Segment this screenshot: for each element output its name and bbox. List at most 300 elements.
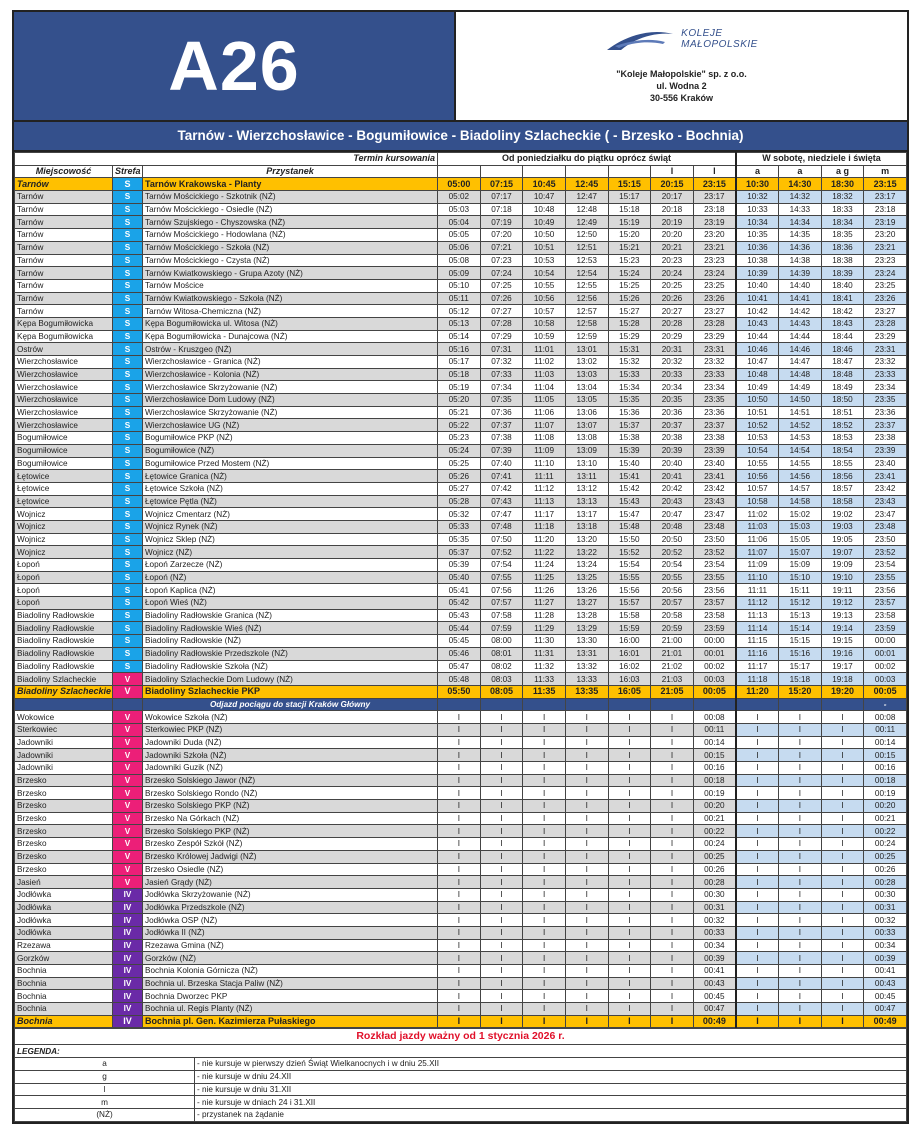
table-row — [15, 673, 907, 686]
table-row — [15, 1003, 907, 1016]
pass-mark: I — [523, 774, 566, 787]
departure-time: 05:44 — [438, 622, 481, 635]
pass-mark: I — [608, 939, 651, 952]
pass-mark: I — [736, 888, 779, 901]
pass-mark: I — [779, 838, 822, 851]
departure-time: 05:09 — [438, 267, 481, 280]
table-row — [15, 825, 907, 838]
stop-name: Tarnów Mościckiego - Hodowlana (NŻ) — [143, 229, 438, 242]
zone-badge: S — [113, 292, 143, 305]
pass-mark: I — [608, 952, 651, 965]
departure-time: 00:25 — [864, 850, 907, 863]
pass-mark: I — [565, 901, 608, 914]
pass-mark: I — [779, 711, 822, 724]
departure-time: 13:12 — [565, 482, 608, 495]
departure-time: 05:06 — [438, 241, 481, 254]
departure-time: 05:22 — [438, 419, 481, 432]
departure-time: 23:40 — [693, 457, 736, 470]
zone-badge: S — [113, 343, 143, 356]
departure-time: 05:35 — [438, 533, 481, 546]
pass-mark: I — [736, 825, 779, 838]
departure-time: 07:54 — [480, 559, 523, 572]
departure-time: 23:26 — [864, 292, 907, 305]
zone-badge: S — [113, 635, 143, 648]
stop-name: Tarnów Mościckiego - Szkoła (NŻ) — [143, 241, 438, 254]
departure-time: 13:03 — [565, 368, 608, 381]
departure-time: 15:20 — [608, 229, 651, 242]
departure-time: 23:41 — [864, 470, 907, 483]
pass-mark: I — [523, 812, 566, 825]
departure-time: 10:49 — [736, 381, 779, 394]
pass-mark: I — [736, 926, 779, 939]
locality: Biadoliny Radłowskie — [15, 609, 113, 622]
stop-name: Brzesko Na Górkach (NŻ) — [143, 812, 438, 825]
pass-mark: I — [779, 952, 822, 965]
locality: Wierzchosławice — [15, 406, 113, 419]
stop-name: Łopoń Kaplica (NŻ) — [143, 584, 438, 597]
departure-time: 07:50 — [480, 533, 523, 546]
departure-time: 00:33 — [864, 926, 907, 939]
departure-time: 07:19 — [480, 216, 523, 229]
departure-time: 18:30 — [821, 178, 864, 191]
departure-time: 18:47 — [821, 356, 864, 369]
departure-time: 14:38 — [779, 254, 822, 267]
departure-time: 14:52 — [779, 419, 822, 432]
departure-time: 23:23 — [864, 254, 907, 267]
departure-time: 14:55 — [779, 457, 822, 470]
departure-time: 15:07 — [779, 546, 822, 559]
zone-badge: IV — [113, 914, 143, 927]
departure-time: 00:30 — [693, 888, 736, 901]
departure-time: 14:49 — [779, 381, 822, 394]
table-row — [15, 926, 907, 939]
pass-mark: I — [608, 965, 651, 978]
departure-time: 13:09 — [565, 444, 608, 457]
departure-time: 10:51 — [523, 241, 566, 254]
departure-time: 23:25 — [864, 279, 907, 292]
table-row — [15, 381, 907, 394]
pass-mark: I — [821, 952, 864, 965]
legend-text: - nie kursuje w dniach 24 i 31.XII — [195, 1096, 907, 1109]
departure-time: 11:17 — [523, 508, 566, 521]
pass-mark: I — [736, 800, 779, 813]
departure-time: 23:41 — [693, 470, 736, 483]
table-row — [15, 965, 907, 978]
departure-time: 15:42 — [608, 482, 651, 495]
departure-time: 15:15 — [608, 178, 651, 191]
departure-time: 21:03 — [651, 673, 694, 686]
pass-mark: I — [651, 1003, 694, 1016]
company-box — [456, 12, 907, 120]
departure-time: 15:11 — [779, 584, 822, 597]
table-row — [15, 571, 907, 584]
departure-time: 20:40 — [651, 457, 694, 470]
pass-mark: I — [736, 812, 779, 825]
departure-time: 00:20 — [864, 800, 907, 813]
table-row — [15, 457, 907, 470]
departure-time: 10:55 — [523, 279, 566, 292]
locality: Bogumiłowice — [15, 432, 113, 445]
pass-mark: I — [821, 863, 864, 876]
departure-time: 05:02 — [438, 191, 481, 204]
departure-time: 18:48 — [821, 368, 864, 381]
departure-time: 11:03 — [736, 520, 779, 533]
departure-time: 05:00 — [438, 178, 481, 191]
pass-mark: I — [523, 825, 566, 838]
zone-badge: S — [113, 216, 143, 229]
table-row — [15, 406, 907, 419]
pass-mark: I — [438, 863, 481, 876]
pass-mark: I — [480, 965, 523, 978]
pass-mark: I — [438, 736, 481, 749]
departure-time: 15:25 — [608, 279, 651, 292]
departure-time: 11:14 — [736, 622, 779, 635]
locality: Tarnów — [15, 178, 113, 191]
departure-time: 10:56 — [523, 292, 566, 305]
legend-text: - nie kursuje w dniu 24.XII — [195, 1070, 907, 1083]
legend-item — [15, 1096, 907, 1109]
pass-mark: I — [523, 850, 566, 863]
departure-time: 10:47 — [736, 356, 779, 369]
stop-name: Wierzchosławice Dom Ludowy (NŻ) — [143, 394, 438, 407]
locality: Łopoń — [15, 597, 113, 610]
pass-mark: I — [565, 914, 608, 927]
departure-time: 10:56 — [736, 470, 779, 483]
departure-time: 13:02 — [565, 356, 608, 369]
zone-badge: IV — [113, 990, 143, 1003]
departure-time: 00:47 — [693, 1003, 736, 1016]
pass-mark: I — [608, 888, 651, 901]
departure-time: 19:03 — [821, 520, 864, 533]
departure-time: 13:20 — [565, 533, 608, 546]
departure-time: 16:03 — [608, 673, 651, 686]
legend-key: m — [15, 1096, 195, 1109]
table-row — [15, 660, 907, 673]
table-row — [15, 736, 907, 749]
departure-time: 11:20 — [523, 533, 566, 546]
locality: Tarnów — [15, 229, 113, 242]
pass-mark: I — [821, 711, 864, 724]
departure-time: 00:22 — [693, 825, 736, 838]
pass-mark: I — [821, 800, 864, 813]
weekday-mark: l — [693, 165, 736, 178]
departure-time: 20:23 — [651, 254, 694, 267]
weekend-header: W sobotę, niedziele i święta — [736, 153, 907, 166]
departure-time: 10:50 — [523, 229, 566, 242]
departure-time: 15:48 — [608, 520, 651, 533]
table-row — [15, 888, 907, 901]
locality: Wierzchosławice — [15, 419, 113, 432]
pass-mark: I — [651, 977, 694, 990]
pass-mark: I — [565, 736, 608, 749]
zone-badge: S — [113, 406, 143, 419]
pass-mark: I — [651, 800, 694, 813]
departure-time: 05:45 — [438, 635, 481, 648]
departure-time: 05:46 — [438, 647, 481, 660]
departure-time: 12:50 — [565, 229, 608, 242]
departure-time: 05:47 — [438, 660, 481, 673]
departure-time: 00:08 — [693, 711, 736, 724]
legend-item — [15, 1083, 907, 1096]
pass-mark: I — [779, 990, 822, 1003]
locality: Brzesko — [15, 774, 113, 787]
departure-time: 05:08 — [438, 254, 481, 267]
pass-mark: I — [821, 825, 864, 838]
pass-mark: I — [480, 774, 523, 787]
departure-time: 05:24 — [438, 444, 481, 457]
zone-badge: S — [113, 444, 143, 457]
departure-time: 23:59 — [864, 622, 907, 635]
departure-time: 20:29 — [651, 330, 694, 343]
departure-time: 07:48 — [480, 520, 523, 533]
stop-name: Łętowice Granica (NŻ) — [143, 470, 438, 483]
departure-time: 13:28 — [565, 609, 608, 622]
stop-name: Biadoliny Radłowskie Wieś (NŻ) — [143, 622, 438, 635]
pass-mark: I — [821, 939, 864, 952]
departure-time: 20:28 — [651, 317, 694, 330]
pass-mark: I — [779, 926, 822, 939]
stop-name: Bochnia Kolonia Górnicza (NŻ) — [143, 965, 438, 978]
departure-time: 07:39 — [480, 444, 523, 457]
departure-time: 07:36 — [480, 406, 523, 419]
departure-time: 13:29 — [565, 622, 608, 635]
stop-name: Kępa Bogumiłowicka - Dunajcowa (NŻ) — [143, 330, 438, 343]
table-row — [15, 216, 907, 229]
locality: Wojnicz — [15, 508, 113, 521]
zone-badge: V — [113, 685, 143, 698]
departure-time: 14:36 — [779, 241, 822, 254]
locality: Brzesko — [15, 812, 113, 825]
departure-time: 23:59 — [693, 622, 736, 635]
departure-time: 23:58 — [864, 609, 907, 622]
departure-time: 14:51 — [779, 406, 822, 419]
col-strefa: Strefa — [113, 165, 143, 178]
departure-time: 16:01 — [608, 647, 651, 660]
departure-time: 23:28 — [693, 317, 736, 330]
departure-time: 19:07 — [821, 546, 864, 559]
note-mark: - — [864, 698, 907, 711]
departure-time: 23:56 — [693, 584, 736, 597]
locality: Brzesko — [15, 863, 113, 876]
locality: Wierzchosławice — [15, 381, 113, 394]
zone-badge: S — [113, 559, 143, 572]
zone-badge: S — [113, 584, 143, 597]
table-row — [15, 444, 907, 457]
zone-badge: S — [113, 305, 143, 318]
note-blank — [523, 698, 566, 711]
locality: Łętowice — [15, 495, 113, 508]
stop-name: Jodłówka Skrzyżowanie (NŻ) — [143, 888, 438, 901]
legend-text: - przystanek na żądanie — [195, 1108, 907, 1121]
pass-mark: I — [779, 888, 822, 901]
table-row — [15, 495, 907, 508]
table-row — [15, 597, 907, 610]
pass-mark: I — [438, 711, 481, 724]
departure-time: 07:55 — [480, 571, 523, 584]
departure-time: 15:41 — [608, 470, 651, 483]
departure-time: 05:18 — [438, 368, 481, 381]
departure-time: 05:32 — [438, 508, 481, 521]
note-blank — [565, 698, 608, 711]
departure-time: 10:42 — [736, 305, 779, 318]
departure-time: 19:13 — [821, 609, 864, 622]
locality: Wierzchosławice — [15, 394, 113, 407]
stop-name: Tarnów Kwiatkowskiego - Szkoła (NŻ) — [143, 292, 438, 305]
departure-time: 23:29 — [693, 330, 736, 343]
pass-mark: I — [523, 901, 566, 914]
departure-time: 23:15 — [693, 178, 736, 191]
logo-line-1: KOLEJE — [681, 28, 723, 39]
zone-badge: S — [113, 647, 143, 660]
departure-time: 23:37 — [693, 419, 736, 432]
departure-time: 23:58 — [693, 609, 736, 622]
stop-name: Bochnia pl. Gen. Kazimierza Pułaskiego — [143, 1015, 438, 1028]
departure-time: 11:30 — [523, 635, 566, 648]
departure-time: 11:26 — [523, 584, 566, 597]
weekend-mark: m — [864, 165, 907, 178]
pass-mark: I — [651, 876, 694, 889]
stop-name: Brzesko Królowej Jadwigi (NŻ) — [143, 850, 438, 863]
departure-time: 05:05 — [438, 229, 481, 242]
locality: Brzesko — [15, 825, 113, 838]
departure-time: 10:47 — [523, 191, 566, 204]
pass-mark: I — [438, 876, 481, 889]
zone-badge: S — [113, 432, 143, 445]
departure-time: 10:53 — [523, 254, 566, 267]
departure-time: 00:16 — [864, 762, 907, 775]
departure-time: 10:46 — [736, 343, 779, 356]
pass-mark: I — [438, 952, 481, 965]
departure-time: 07:35 — [480, 394, 523, 407]
table-row — [15, 305, 907, 318]
pass-mark: I — [565, 1015, 608, 1028]
departure-time: 15:54 — [608, 559, 651, 572]
zone-badge: V — [113, 812, 143, 825]
pass-mark: I — [736, 774, 779, 787]
pass-mark: I — [779, 800, 822, 813]
departure-time: 00:25 — [693, 850, 736, 863]
departure-time: 15:36 — [608, 406, 651, 419]
departure-time: 18:57 — [821, 482, 864, 495]
departure-time: 15:10 — [779, 571, 822, 584]
stop-name: Ostrów - Kruszgeo (NŻ) — [143, 343, 438, 356]
zone-badge: S — [113, 229, 143, 242]
departure-time: 15:20 — [779, 685, 822, 698]
table-row — [15, 850, 907, 863]
table-row — [15, 279, 907, 292]
departure-time: 13:27 — [565, 597, 608, 610]
departure-time: 18:56 — [821, 470, 864, 483]
departure-time: 18:38 — [821, 254, 864, 267]
departure-time: 20:58 — [651, 609, 694, 622]
departure-time: 00:43 — [864, 977, 907, 990]
pass-mark: I — [651, 888, 694, 901]
departure-time: 15:05 — [779, 533, 822, 546]
departure-time: 00:47 — [864, 1003, 907, 1016]
departure-time: 14:46 — [779, 343, 822, 356]
departure-time: 00:00 — [864, 635, 907, 648]
zone-badge: S — [113, 520, 143, 533]
pass-mark: I — [565, 863, 608, 876]
pass-mark: I — [523, 723, 566, 736]
pass-mark: I — [565, 876, 608, 889]
stop-name: Bochnia ul. Brzeska Stacja Paliw (NŻ) — [143, 977, 438, 990]
departure-time: 23:21 — [693, 241, 736, 254]
pass-mark: I — [523, 1015, 566, 1028]
pass-mark: I — [651, 926, 694, 939]
departure-time: 14:34 — [779, 216, 822, 229]
locality: Biadoliny Radłowskie — [15, 660, 113, 673]
pass-mark: I — [523, 965, 566, 978]
departure-time: 14:43 — [779, 317, 822, 330]
departure-time: 18:33 — [821, 203, 864, 216]
pass-mark: I — [736, 723, 779, 736]
locality: Łętowice — [15, 482, 113, 495]
departure-time: 20:57 — [651, 597, 694, 610]
departure-time: 11:10 — [523, 457, 566, 470]
departure-time: 20:48 — [651, 520, 694, 533]
stop-name: Brzesko Solskiego Jawor (NŻ) — [143, 774, 438, 787]
table-row — [15, 762, 907, 775]
departure-time: 20:18 — [651, 203, 694, 216]
stop-name: Tarnów Mościckiego - Czysta (NŻ) — [143, 254, 438, 267]
zone-badge: IV — [113, 888, 143, 901]
departure-time: 05:16 — [438, 343, 481, 356]
pass-mark: I — [565, 990, 608, 1003]
pass-mark: I — [651, 711, 694, 724]
departure-time: 14:48 — [779, 368, 822, 381]
zone-badge: S — [113, 495, 143, 508]
pass-mark: I — [736, 914, 779, 927]
weekday-mark — [523, 165, 566, 178]
pass-mark: I — [821, 990, 864, 1003]
locality: Tarnów — [15, 241, 113, 254]
departure-time: 23:35 — [693, 394, 736, 407]
pass-mark: I — [779, 977, 822, 990]
table-row — [15, 368, 907, 381]
locality: Biadoliny Szlacheckie — [15, 673, 113, 686]
legend-title: LEGENDA: — [15, 1045, 907, 1058]
departure-time: 07:20 — [480, 229, 523, 242]
departure-time: 07:34 — [480, 381, 523, 394]
legend-key: g — [15, 1070, 195, 1083]
departure-time: 10:52 — [736, 419, 779, 432]
pass-mark: I — [480, 990, 523, 1003]
pass-mark: I — [821, 965, 864, 978]
departure-time: 15:38 — [608, 432, 651, 445]
departure-time: 05:25 — [438, 457, 481, 470]
pass-mark: I — [779, 787, 822, 800]
departure-time: 19:17 — [821, 660, 864, 673]
pass-mark: I — [480, 926, 523, 939]
locality: Łopoń — [15, 571, 113, 584]
departure-time: 15:03 — [779, 520, 822, 533]
stop-name: Biadoliny Radłowskie Granica (NŻ) — [143, 609, 438, 622]
pass-mark: I — [438, 850, 481, 863]
zone-badge: S — [113, 317, 143, 330]
departure-time: 18:36 — [821, 241, 864, 254]
locality: Bochnia — [15, 965, 113, 978]
pass-mark: I — [438, 762, 481, 775]
departure-time: 20:41 — [651, 470, 694, 483]
pass-mark: I — [651, 825, 694, 838]
departure-time: 00:14 — [693, 736, 736, 749]
departure-time: 12:49 — [565, 216, 608, 229]
departure-time: 07:32 — [480, 356, 523, 369]
pass-mark: I — [651, 762, 694, 775]
pass-mark: I — [651, 914, 694, 927]
departure-time: 10:55 — [736, 457, 779, 470]
